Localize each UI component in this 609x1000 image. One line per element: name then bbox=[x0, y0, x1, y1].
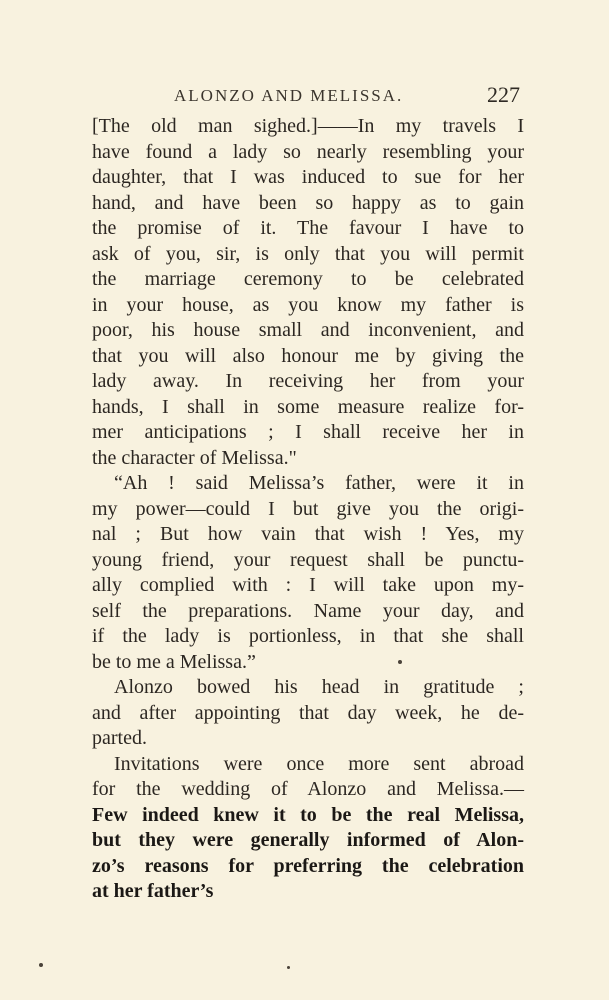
paper-speck bbox=[39, 963, 43, 967]
text-line: poor, his house small and inconvenient, and bbox=[92, 319, 524, 341]
text-line: parted. bbox=[92, 727, 147, 749]
text-line: young friend, your request shall be punctu- bbox=[92, 548, 524, 571]
text-line: at her father’s bbox=[92, 880, 214, 902]
text-line: the character of Melissa." bbox=[92, 446, 297, 469]
text-line: but they were generally informed of Alon- bbox=[92, 829, 524, 851]
text-line: lady away. In receiving her from your bbox=[92, 370, 524, 392]
text-line: daughter, that I was induced to sue for her bbox=[92, 166, 524, 188]
text-line: that you will also honour me by giving the bbox=[92, 344, 524, 367]
paper-speck bbox=[398, 660, 402, 664]
body-text bbox=[92, 114, 524, 905]
running-head bbox=[96, 82, 520, 112]
text-line: hands, I shall in some measure realize for- bbox=[92, 395, 524, 418]
text-line: be to me a Melissa.” bbox=[92, 650, 256, 673]
page-number: 227 bbox=[487, 82, 520, 107]
text-line: nal ; But how vain that wish ! Yes, my bbox=[92, 523, 524, 545]
text-line: Alonzo bowed his head in gratitude ; bbox=[114, 676, 524, 698]
text-line: mer anticipations ; I shall receive her in bbox=[92, 421, 524, 443]
text-line: ally complied with : I will take upon my- bbox=[92, 574, 524, 596]
text-line: the promise of it. The favour I have to bbox=[92, 217, 524, 239]
text-line: the marriage ceremony to be celebrated bbox=[92, 268, 524, 290]
text-line: hand, and have been so happy as to gain bbox=[92, 191, 524, 214]
text-line: [The old man sighed.]——In my travels I bbox=[92, 115, 524, 137]
text-line: in your house, as you know my father is bbox=[92, 293, 524, 316]
text-line: have found a lady so nearly resembling your bbox=[92, 140, 524, 163]
paper-speck bbox=[287, 966, 290, 969]
text-line: ask of you, sir, is only that you will permit bbox=[92, 242, 524, 265]
text-line: and after appointing that day week, he de- bbox=[92, 701, 524, 724]
text-line: for the wedding of Alonzo and Melissa.— bbox=[92, 778, 524, 800]
text-line: self the preparations. Name your day, and bbox=[92, 599, 524, 622]
text-line: “Ah ! said Melissa’s father, were it in bbox=[114, 472, 524, 494]
text-line: my power—could I but give you the origi- bbox=[92, 497, 524, 520]
text-line: Invitations were once more sent abroad bbox=[114, 752, 524, 775]
running-title: ALONZO AND MELISSA. bbox=[174, 86, 404, 105]
text-line: zo’s reasons for preferring the celebration bbox=[92, 854, 524, 877]
text-line: Few indeed knew it to be the real Melissa, bbox=[92, 803, 524, 826]
text-line: if the lady is portionless, in that she shall bbox=[92, 625, 524, 647]
